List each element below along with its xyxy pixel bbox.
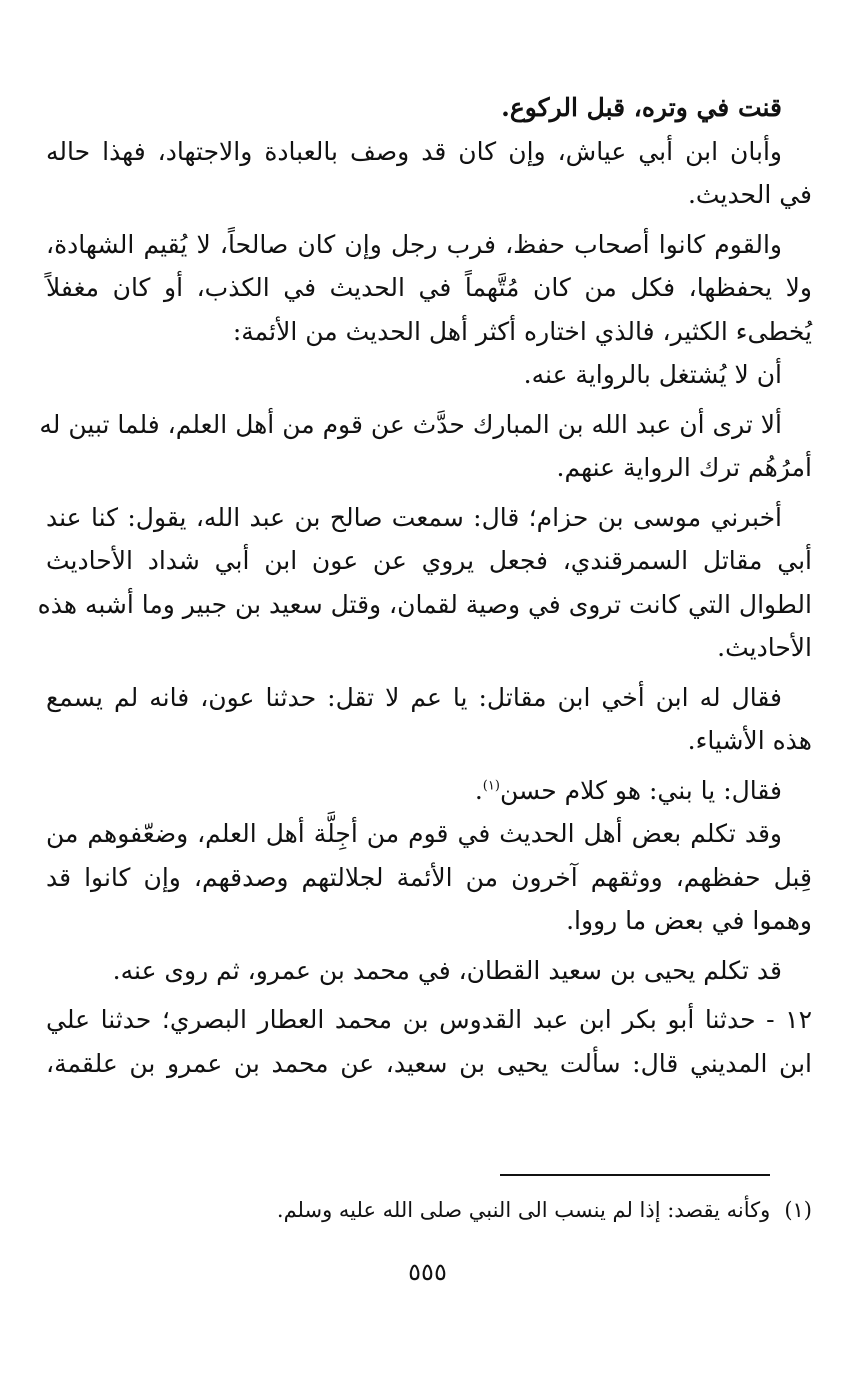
text-line-18: قِبل حفظهم، ووثقهم آخرون من الأئمة لجلالتهم وصدقهم، وإن كانوا قد	[46, 862, 812, 892]
text-line-21: ١٢ - حدثنا أبو بكر ابن عبد القدوس بن محمد العطار البصري؛ حدثنا علي	[46, 1005, 812, 1034]
footnote-text: وكأنه يقصد: إذا لم ينسب الى النبي صلى الله عليه وسلم.	[276, 1198, 771, 1222]
text-line-13: الأحاديث.	[717, 633, 812, 662]
text-line-11: أبي مقاتل السمرقندي، فجعل يروي عن عون ابن أبي شداد الأحاديث	[46, 546, 812, 575]
text-line-1: قنت في وتره، قبل الركوع.	[501, 93, 782, 122]
footnote	[200, 1193, 812, 1227]
footnote-reference: (١)	[482, 778, 500, 794]
text-line-6: يُخطىء الكثير، فالذي اختاره أكثر أهل الحديث من الأئمة:	[232, 316, 812, 346]
footnote-divider	[500, 1174, 770, 1176]
text-line-2: وأبان ابن أبي عياش، وإن كان قد وصف بالعبادة والاجتهاد، فهذا حاله	[46, 136, 782, 166]
text-line-16-body: فقال: يا بني: هو كلام حسن	[499, 775, 782, 805]
text-line-16-end: .	[474, 775, 483, 805]
text-line-16	[46, 769, 812, 813]
text-line-5: ولا يحفظها، فكل من كان مُتَّهماً في الحديث في الكذب، أو كان مغفلاً	[46, 273, 812, 302]
text-line-17: وقد تكلم بعض أهل الحديث في قوم من أجِلَّة أهل العلم، وضعّفوهم من	[46, 819, 782, 848]
text-line-4: والقوم كانوا أصحاب حفظ، فرب رجل وإن كان صالحاً، لا يُقيم الشهادة،	[46, 229, 782, 259]
text-line-9: أمرُهُم ترك الرواية عنهم.	[556, 453, 812, 482]
text-line-3: في الحديث.	[687, 180, 812, 209]
text-line-22: ابن المديني قال: سألت يحيى بن سعيد، عن محمد بن عمرو بن علقمة،	[46, 1048, 812, 1078]
text-line-14: فقال له ابن أخي ابن مقاتل: يا عم لا تقل: حدثنا عون، فانه لم يسمع	[46, 682, 782, 712]
text-line-19: وهموا في بعض ما رووا.	[566, 906, 812, 935]
text-line-15: هذه الأشياء.	[687, 726, 812, 755]
text-line-20: قد تكلم يحيى بن سعيد القطان، في محمد بن عمرو، ثم روى عنه.	[112, 955, 782, 985]
text-line-8: ألا ترى أن عبد الله بن المبارك حدَّث عن قوم من أهل العلم، فلما تبين له	[39, 409, 782, 439]
text-line-7: أن لا يُشتغل بالرواية عنه.	[523, 360, 782, 389]
footnote-marker: (١)	[784, 1198, 812, 1222]
page-number: ٥٥٥	[408, 1258, 447, 1286]
main-text	[37, 86, 812, 1085]
text-line-12: الطوال التي كانت تروى في وصية لقمان، وقتل سعيد بن جبير وما أشبه هذه	[37, 589, 812, 619]
text-line-10: أخبرني موسى بن حزام؛ قال: سمعت صالح بن عبد الله، يقول: كنا عند	[46, 502, 782, 532]
